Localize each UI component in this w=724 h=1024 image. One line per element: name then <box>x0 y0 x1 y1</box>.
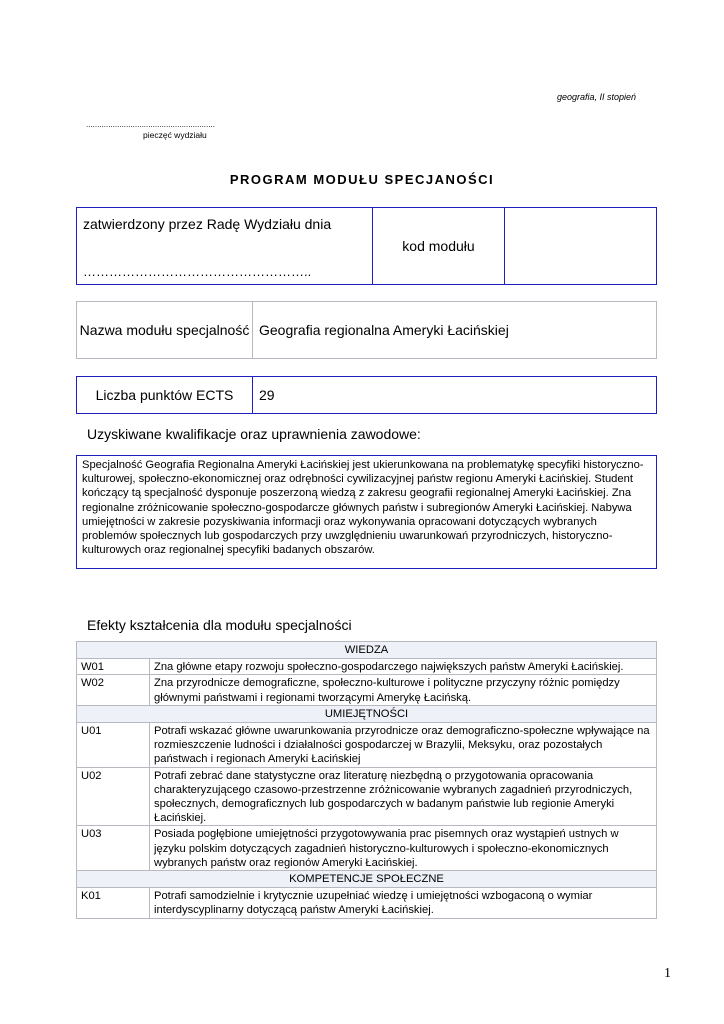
stamp-label: pieczęć wydziału <box>143 130 207 140</box>
ects-label: Liczba punktów ECTS <box>77 377 253 413</box>
approval-cell <box>77 208 373 284</box>
effect-text: Zna główne etapy rozwoju społeczno-gospodarczego największych państw Ameryki Łacińskiej. <box>150 659 657 675</box>
effects-table <box>76 641 657 919</box>
effect-code: U03 <box>77 826 150 871</box>
effect-text: Potrafi wskazać główne uwarunkowania przyrodnicze oraz demograficzno-społeczne wpływające na rozmieszczenie ludności i działalności gospodarczej w Brazylii, Meksyku, oraz pozostałych państwach i regionach Ameryki Łacińskiej <box>150 723 657 768</box>
qualifications-text: Specjalność Geografia Regionalna Ameryki Łacińskiej jest ukierunkowana na problematykę specyfiki historyczno-kulturowej, społeczno-ekonomicznej oraz odrębności cywilizacyjnej państw regionu Ameryki Łacińskiej. Student kończący tą specjalność dysponuje poszerzoną wiedzą z zakresu geografii regionalnej Ameryki Łacińskiej. Zna regionalne zróżnicowanie społeczno-gospodarcze głównych państw i subregionów Ameryki Łacińskiej. Nabywa umiejętności w zakresie pozyskiwania informacji oraz wykonywania opracowani dotyczących wybranych problemów społecznych lub gospodarczych przy uwzględnieniu uwarunkowań przyrodniczych, historyczno-kulturowych oraz regionalnej specyfiki badanych obszarów. <box>76 455 657 569</box>
effect-code: W01 <box>77 659 150 675</box>
section-title: UMIEJĘTNOŚCI <box>77 705 657 722</box>
module-code-label: kod modułu <box>373 208 505 284</box>
ects-value: 29 <box>259 387 275 403</box>
section-header-row <box>77 871 657 888</box>
field-of-study: geografia, II stopień <box>556 92 636 102</box>
effect-code: W02 <box>77 675 150 705</box>
table-row <box>77 767 657 826</box>
section-header-row <box>77 705 657 722</box>
table-row <box>77 826 657 871</box>
page-title: PROGRAM MODUŁU SPECJANOŚCI <box>229 172 495 187</box>
approval-label: zatwierdzony przez Radę Wydziału dnia <box>83 216 332 232</box>
section-header-row <box>77 642 657 659</box>
section-title: KOMPETENCJE SPOŁECZNE <box>77 871 657 888</box>
table-row <box>77 675 657 705</box>
effects-heading: Efekty kształcenia dla modułu specjalności <box>87 617 352 633</box>
effect-code: U02 <box>77 767 150 826</box>
table-row <box>77 659 657 675</box>
approval-box <box>76 207 657 285</box>
qualifications-heading: Uzyskiwane kwalifikacje oraz uprawnienia zawodowe: <box>87 426 421 442</box>
section-title: WIEDZA <box>77 642 657 659</box>
stamp-dots: .......................................................... <box>86 120 215 129</box>
effect-text: Zna przyrodnicze demograficzne, społeczno-kulturowe i polityczne przyczyny różnic pomiędzy głównymi państwami i regionami tworzącymi Amerykę Łacińską. <box>150 675 657 705</box>
module-code-value <box>505 208 656 284</box>
effect-text: Posiada pogłębione umiejętności przygotowywania prac pisemnych oraz wystąpień ustnych w języku polskim dotyczących zagadnień historyczno-kulturowych i społeczno-ekonomicznych wybranych państw oraz regionów Ameryki Łacińskiej. <box>150 826 657 871</box>
effect-text: Potrafi zebrać dane statystyczne oraz literaturę niezbędną o przygotowania opracowania charakteryzującego czasowo-przestrzenne zróżnicowanie wybranych zagadnień przyrodniczych, społecznych, demograficznych lub gospodarczych w badanym państwie lub regionie Ameryki Łacińskiej. <box>150 767 657 826</box>
effect-code: U01 <box>77 723 150 768</box>
effect-code: K01 <box>77 888 150 918</box>
table-row <box>77 723 657 768</box>
table-row <box>77 888 657 918</box>
module-name-box <box>76 301 657 359</box>
page-number: 1 <box>664 966 671 981</box>
ects-box <box>76 376 657 414</box>
effect-text: Potrafi samodzielnie i krytycznie uzupełniać wiedzę i umiejętności wzbogaconą o wymiar interdyscyplinarny dotyczącą państw Ameryki Łacińskiej. <box>150 888 657 918</box>
module-name-value: Geografia regionalna Ameryki Łacińskiej <box>259 322 509 338</box>
module-name-label: Nazwa modułu specjalność <box>77 302 253 358</box>
approval-date-dots: …………………………………………….. <box>83 264 312 279</box>
